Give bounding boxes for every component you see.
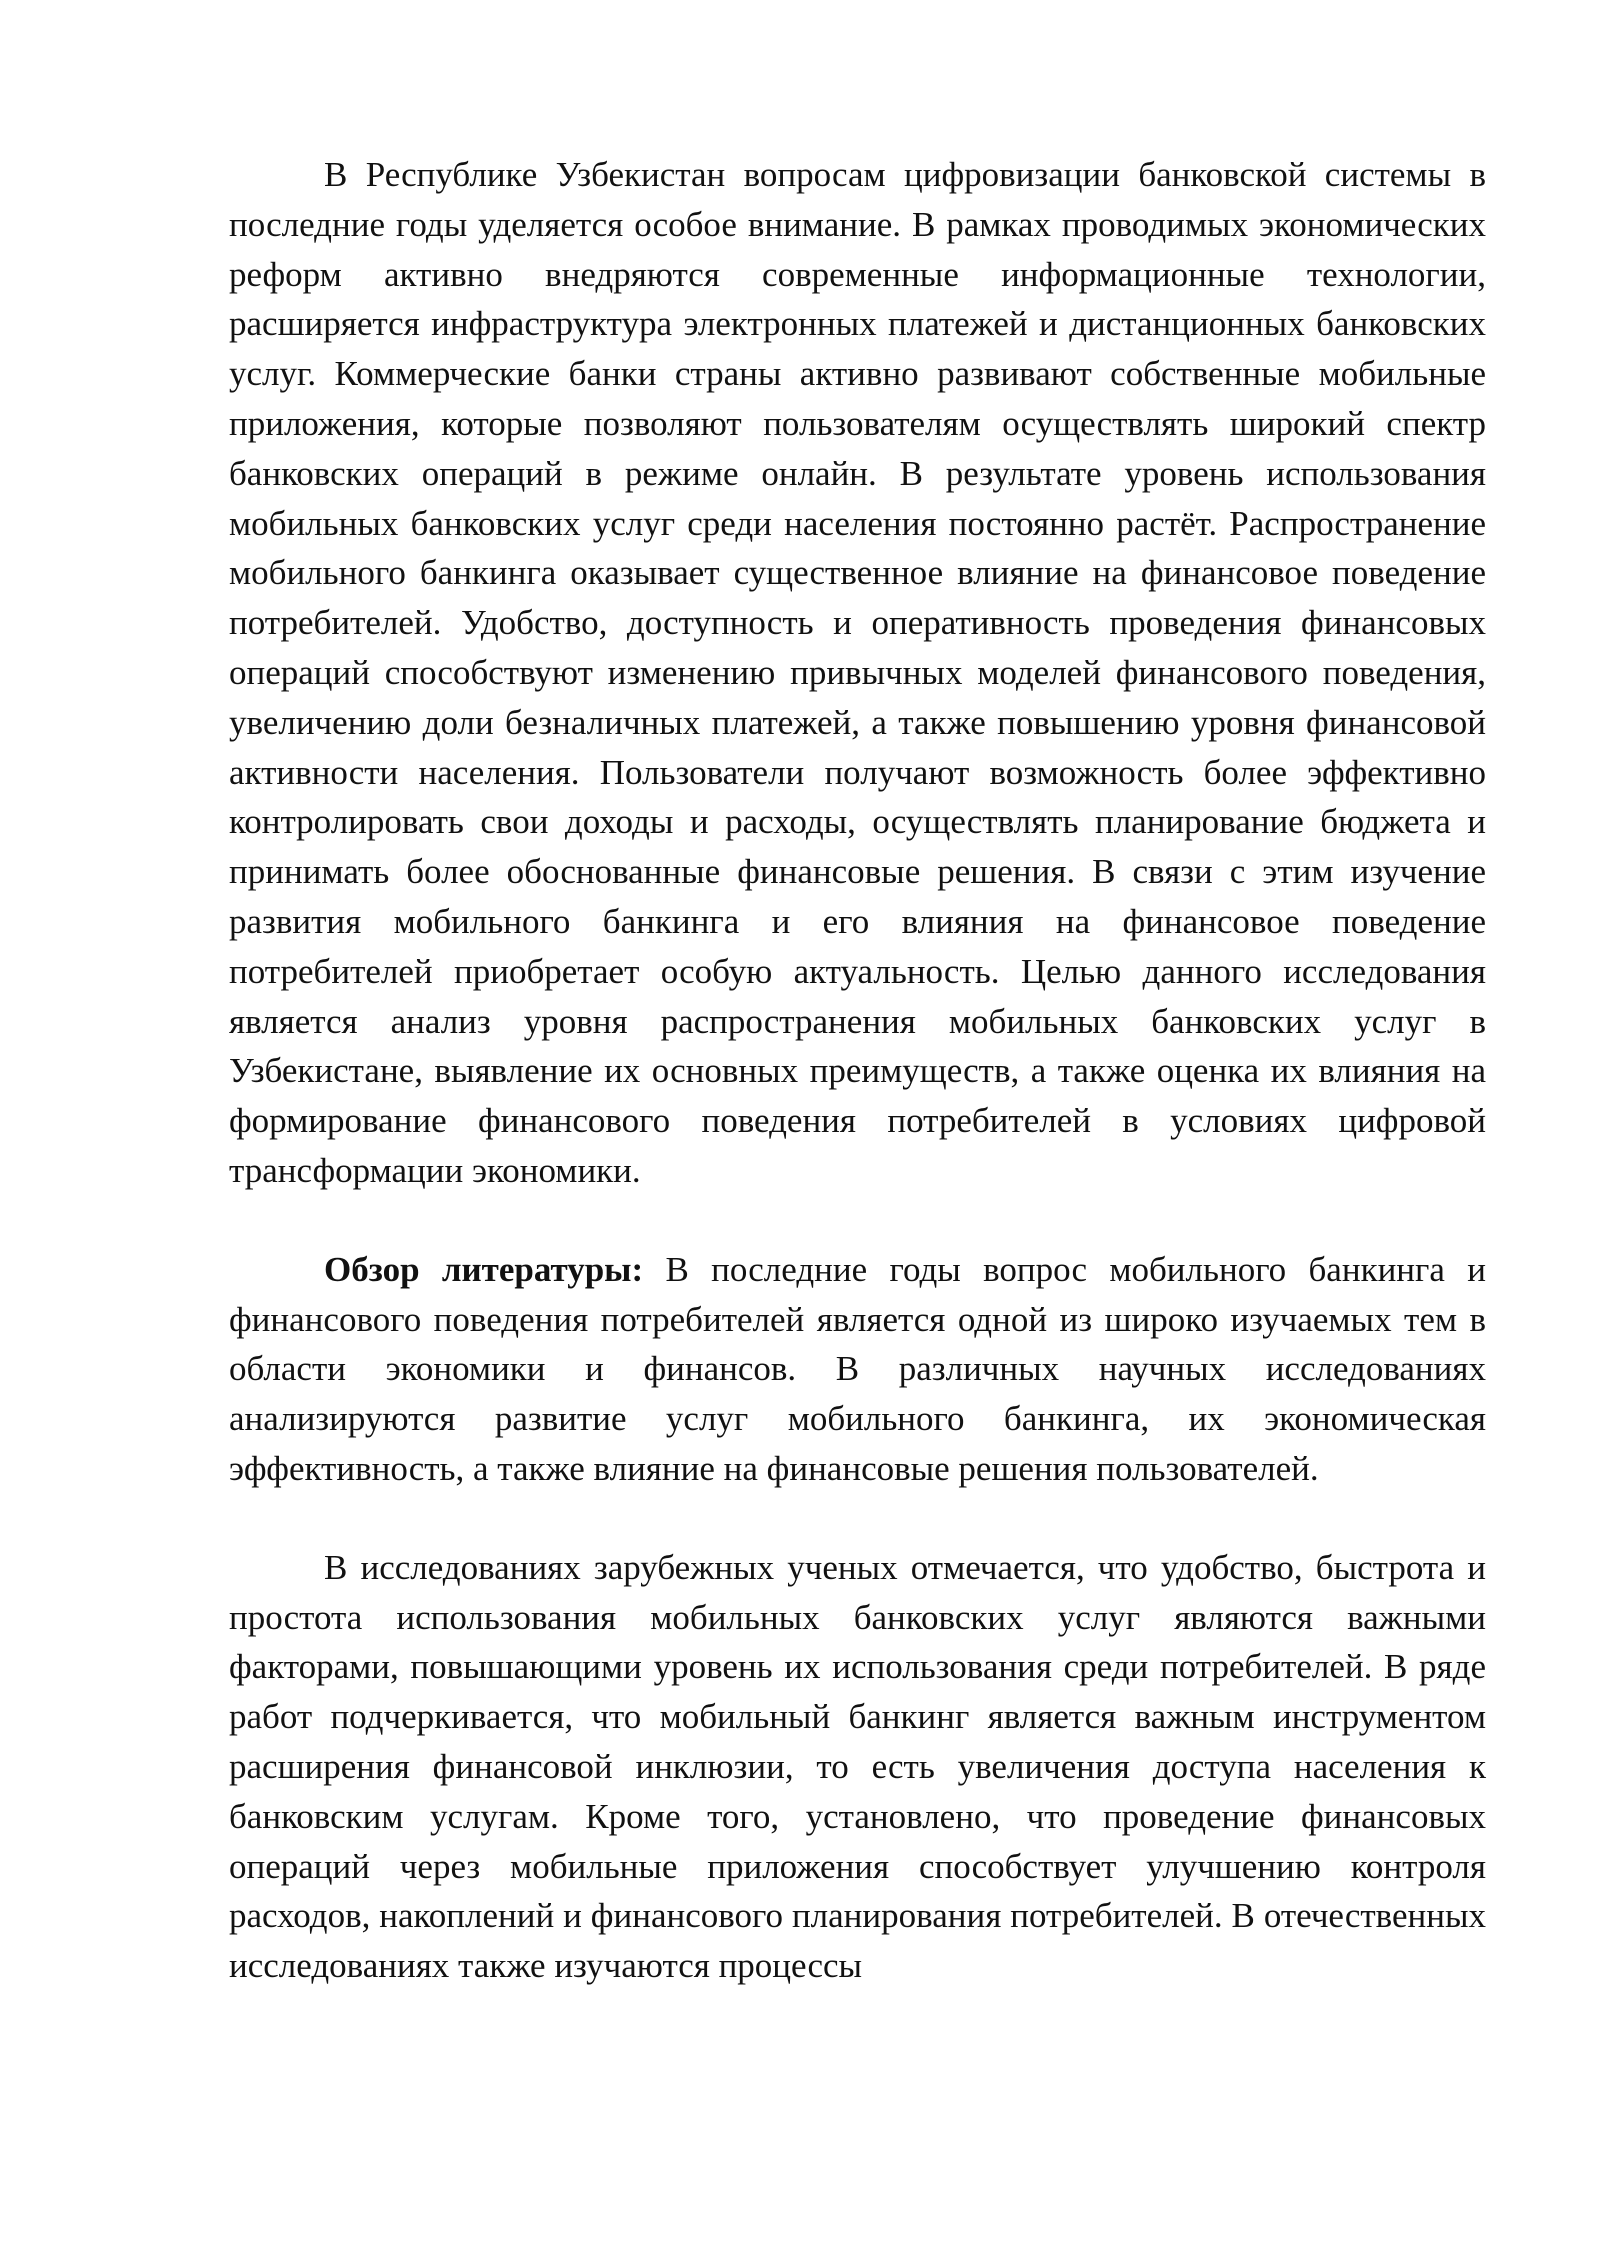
paragraph-introduction [229,150,1486,1196]
literature-review-heading: Обзор литературы: [324,1249,644,1289]
paragraph-foreign-research [229,1543,1486,1991]
paragraph-literature-review [229,1245,1486,1494]
document-body [229,150,1486,1991]
paragraph-text: В последние годы вопрос мобильного банкинга и финансового поведения потребителей является одной из широко изучаемых тем в области экономики и финансов. В различных научных исследованиях анализируются развитие услуг мобильного банкинга, их экономическая эффективность, а также влияние на финансовые решения пользователей. [229,1249,1486,1488]
paragraph-text: В Республике Узбекистан вопросам цифровизации банковской системы в последние годы уделяется особое внимание. В рамках проводимых экономических реформ активно внедряются современные информационные технологии, расширяется инфраструктура электронных платежей и дистанционных банковских услуг. Коммерческие банки страны активно развивают собственные мобильные приложения, которые позволяют пользователям осуществлять широкий спектр банковских операций в режиме онлайн. В результате уровень использования мобильных банковских услуг среди населения постоянно растёт. Распространение мобильного банкинга оказывает существенное влияние на финансовое поведение потребителей. Удобство, доступность и оперативность проведения финансовых операций способствуют изменению привычных моделей финансового поведения, увеличению доли безналичных платежей, а также повышению уровня финансовой активности населения. Пользователи получают возможность более эффективно контролировать свои доходы и расходы, осуществлять планирование бюджета и принимать более обоснованные финансовые решения. В связи с этим изучение развития мобильного банкинга и его влияния на финансовое поведение потребителей приобретает особую актуальность. Целью данного исследования является анализ уровня распространения мобильных банковских услуг в Узбекистане, выявление их основных преимуществ, а также оценка их влияния на формирование финансового поведения потребителей в условиях цифровой трансформации экономики. [229,155,1486,1190]
paragraph-text: В исследованиях зарубежных ученых отмечается, что удобство, быстрота и простота использования мобильных банковских услуг являются важными факторами, повышающими уровень их использования среди потребителей. В ряде работ подчеркивается, что мобильный банкинг является важным инструментом расширения финансовой инклюзии, то есть увеличения доступа населения к банковским услугам. Кроме того, установлено, что проведение финансовых операций через мобильные приложения способствует улучшению контроля расходов, накоплений и финансового планирования потребителей. В отечественных исследованиях также изучаются процессы [229,1547,1486,1986]
